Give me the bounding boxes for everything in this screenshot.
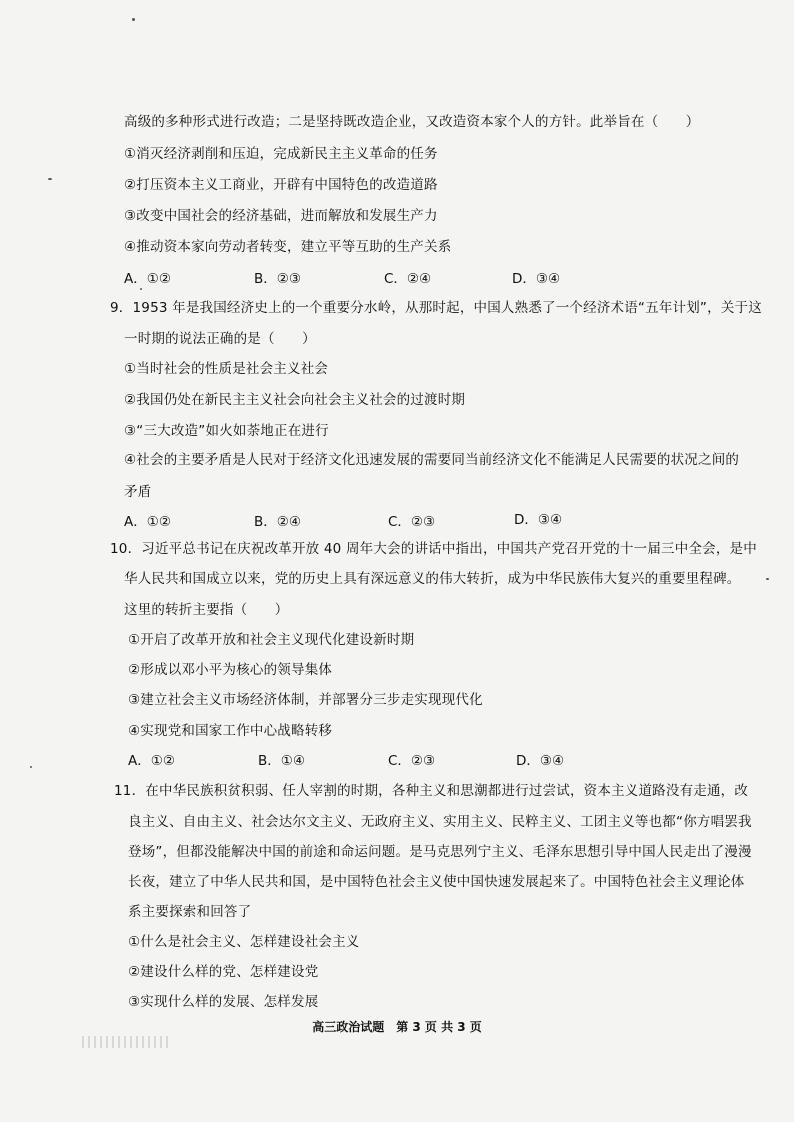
q10-item-3: ③建立社会主义市场经济体制，并部署分三步走实现现代化 — [128, 692, 483, 708]
page-footer: 高三政治试题 第 3 页 共 3 页 — [312, 1020, 482, 1034]
q8-option-a: A．①② — [124, 271, 171, 287]
q9-option-a: A．①② — [124, 514, 171, 530]
q8-option-d: D．③④ — [512, 271, 561, 287]
q10-item-1: ①开启了改革开放和社会主义现代化建设新时期 — [128, 632, 415, 648]
scan-speck — [140, 288, 142, 290]
q10-option-b: B．①④ — [258, 753, 305, 769]
q9-item-3: ③“三大改造”如火如荼地正在进行 — [124, 423, 329, 439]
q9-item-1: ①当时社会的性质是社会主义社会 — [124, 361, 329, 377]
scan-speck — [766, 578, 769, 580]
q8-item-1: ①消灭经济剥削和压迫，完成新民主主义革命的任务 — [124, 146, 438, 162]
q9-item-4-cont: 矛盾 — [124, 484, 152, 500]
q8-item-3: ③改变中国社会的经济基础，进而解放和发展生产力 — [124, 208, 438, 224]
q10-stem-line-2: 华人民共和国成立以来，党的历史上具有深远意义的伟大转折，成为中华民族伟大复兴的重要里程碑。 — [124, 571, 741, 587]
q10-stem-line-1: 10．习近平总书记在庆祝改革开放 40 周年大会的讲话中指出，中国共产党召开党的十一届三中全会，是中 — [110, 541, 757, 557]
q10-option-c: C．②③ — [388, 753, 436, 769]
scan-speck — [48, 178, 52, 180]
q11-stem-line-2: 良主义、自由主义、社会达尔文主义、无政府主义、实用主义、民粹主义、工团主义等也都“你方唱罢我 — [128, 814, 752, 830]
q11-stem-line-4: 长夜，建立了中华人民共和国，是中国特色社会主义使中国快速发展起来了。中国特色社会主义理论体 — [128, 874, 745, 890]
q9-item-4: ④社会的主要矛盾是人民对于经济文化迅速发展的需要同当前经济文化不能满足人民需要的状况之间的 — [124, 452, 740, 468]
q11-stem-line-5: 系主要探索和回答了 — [128, 904, 252, 920]
q9-option-d: D．③④ — [514, 512, 563, 528]
q11-item-1: ①什么是社会主义、怎样建设社会主义 — [128, 934, 360, 950]
scan-smudge — [82, 1036, 168, 1048]
q11-stem-line-3: 登场”，但都没能解决中国的前途和命运问题。是马克思列宁主义、毛泽东思想引导中国人民走出了漫漫 — [128, 844, 752, 860]
q11-stem-line-1: 11．在中华民族积贫积弱、任人宰割的时期，各种主义和思潮都进行过尝试，资本主义道路没有走通，改 — [114, 783, 749, 799]
q10-stem-line-3: 这里的转折主要指（ ） — [124, 602, 289, 618]
q8-option-c: C．②④ — [384, 271, 432, 287]
q9-option-b: B．②④ — [254, 514, 301, 530]
scan-speck — [30, 766, 32, 768]
q11-item-3: ③实现什么样的发展、怎样发展 — [128, 994, 319, 1010]
q10-item-4: ④实现党和国家工作中心战略转移 — [128, 723, 333, 739]
q9-stem-line-1: 9．1953 年是我国经济史上的一个重要分水岭，从那时起，中国人熟悉了一个经济术语“五年计划”，关于这 — [110, 300, 762, 316]
scan-speck — [132, 18, 135, 21]
q8-stem: 高级的多种形式进行改造；二是坚持既改造企业，又改造资本家个人的方针。此举旨在（ ） — [124, 114, 700, 130]
q8-item-2: ②打压资本主义工商业，开辟有中国特色的改造道路 — [124, 177, 438, 193]
q9-option-c: C．②③ — [388, 514, 436, 530]
q11-item-2: ②建设什么样的党、怎样建设党 — [128, 964, 319, 980]
q8-option-b: B．②③ — [254, 271, 301, 287]
q10-option-a: A．①② — [128, 753, 175, 769]
q8-item-4: ④推动资本家向劳动者转变，建立平等互助的生产关系 — [124, 239, 452, 255]
q9-stem-line-2: 一时期的说法正确的是（ ） — [124, 331, 316, 347]
q9-item-2: ②我国仍处在新民主主义社会向社会主义社会的过渡时期 — [124, 392, 466, 408]
q10-item-2: ②形成以邓小平为核心的领导集体 — [128, 662, 333, 678]
q10-option-d: D．③④ — [516, 753, 565, 769]
